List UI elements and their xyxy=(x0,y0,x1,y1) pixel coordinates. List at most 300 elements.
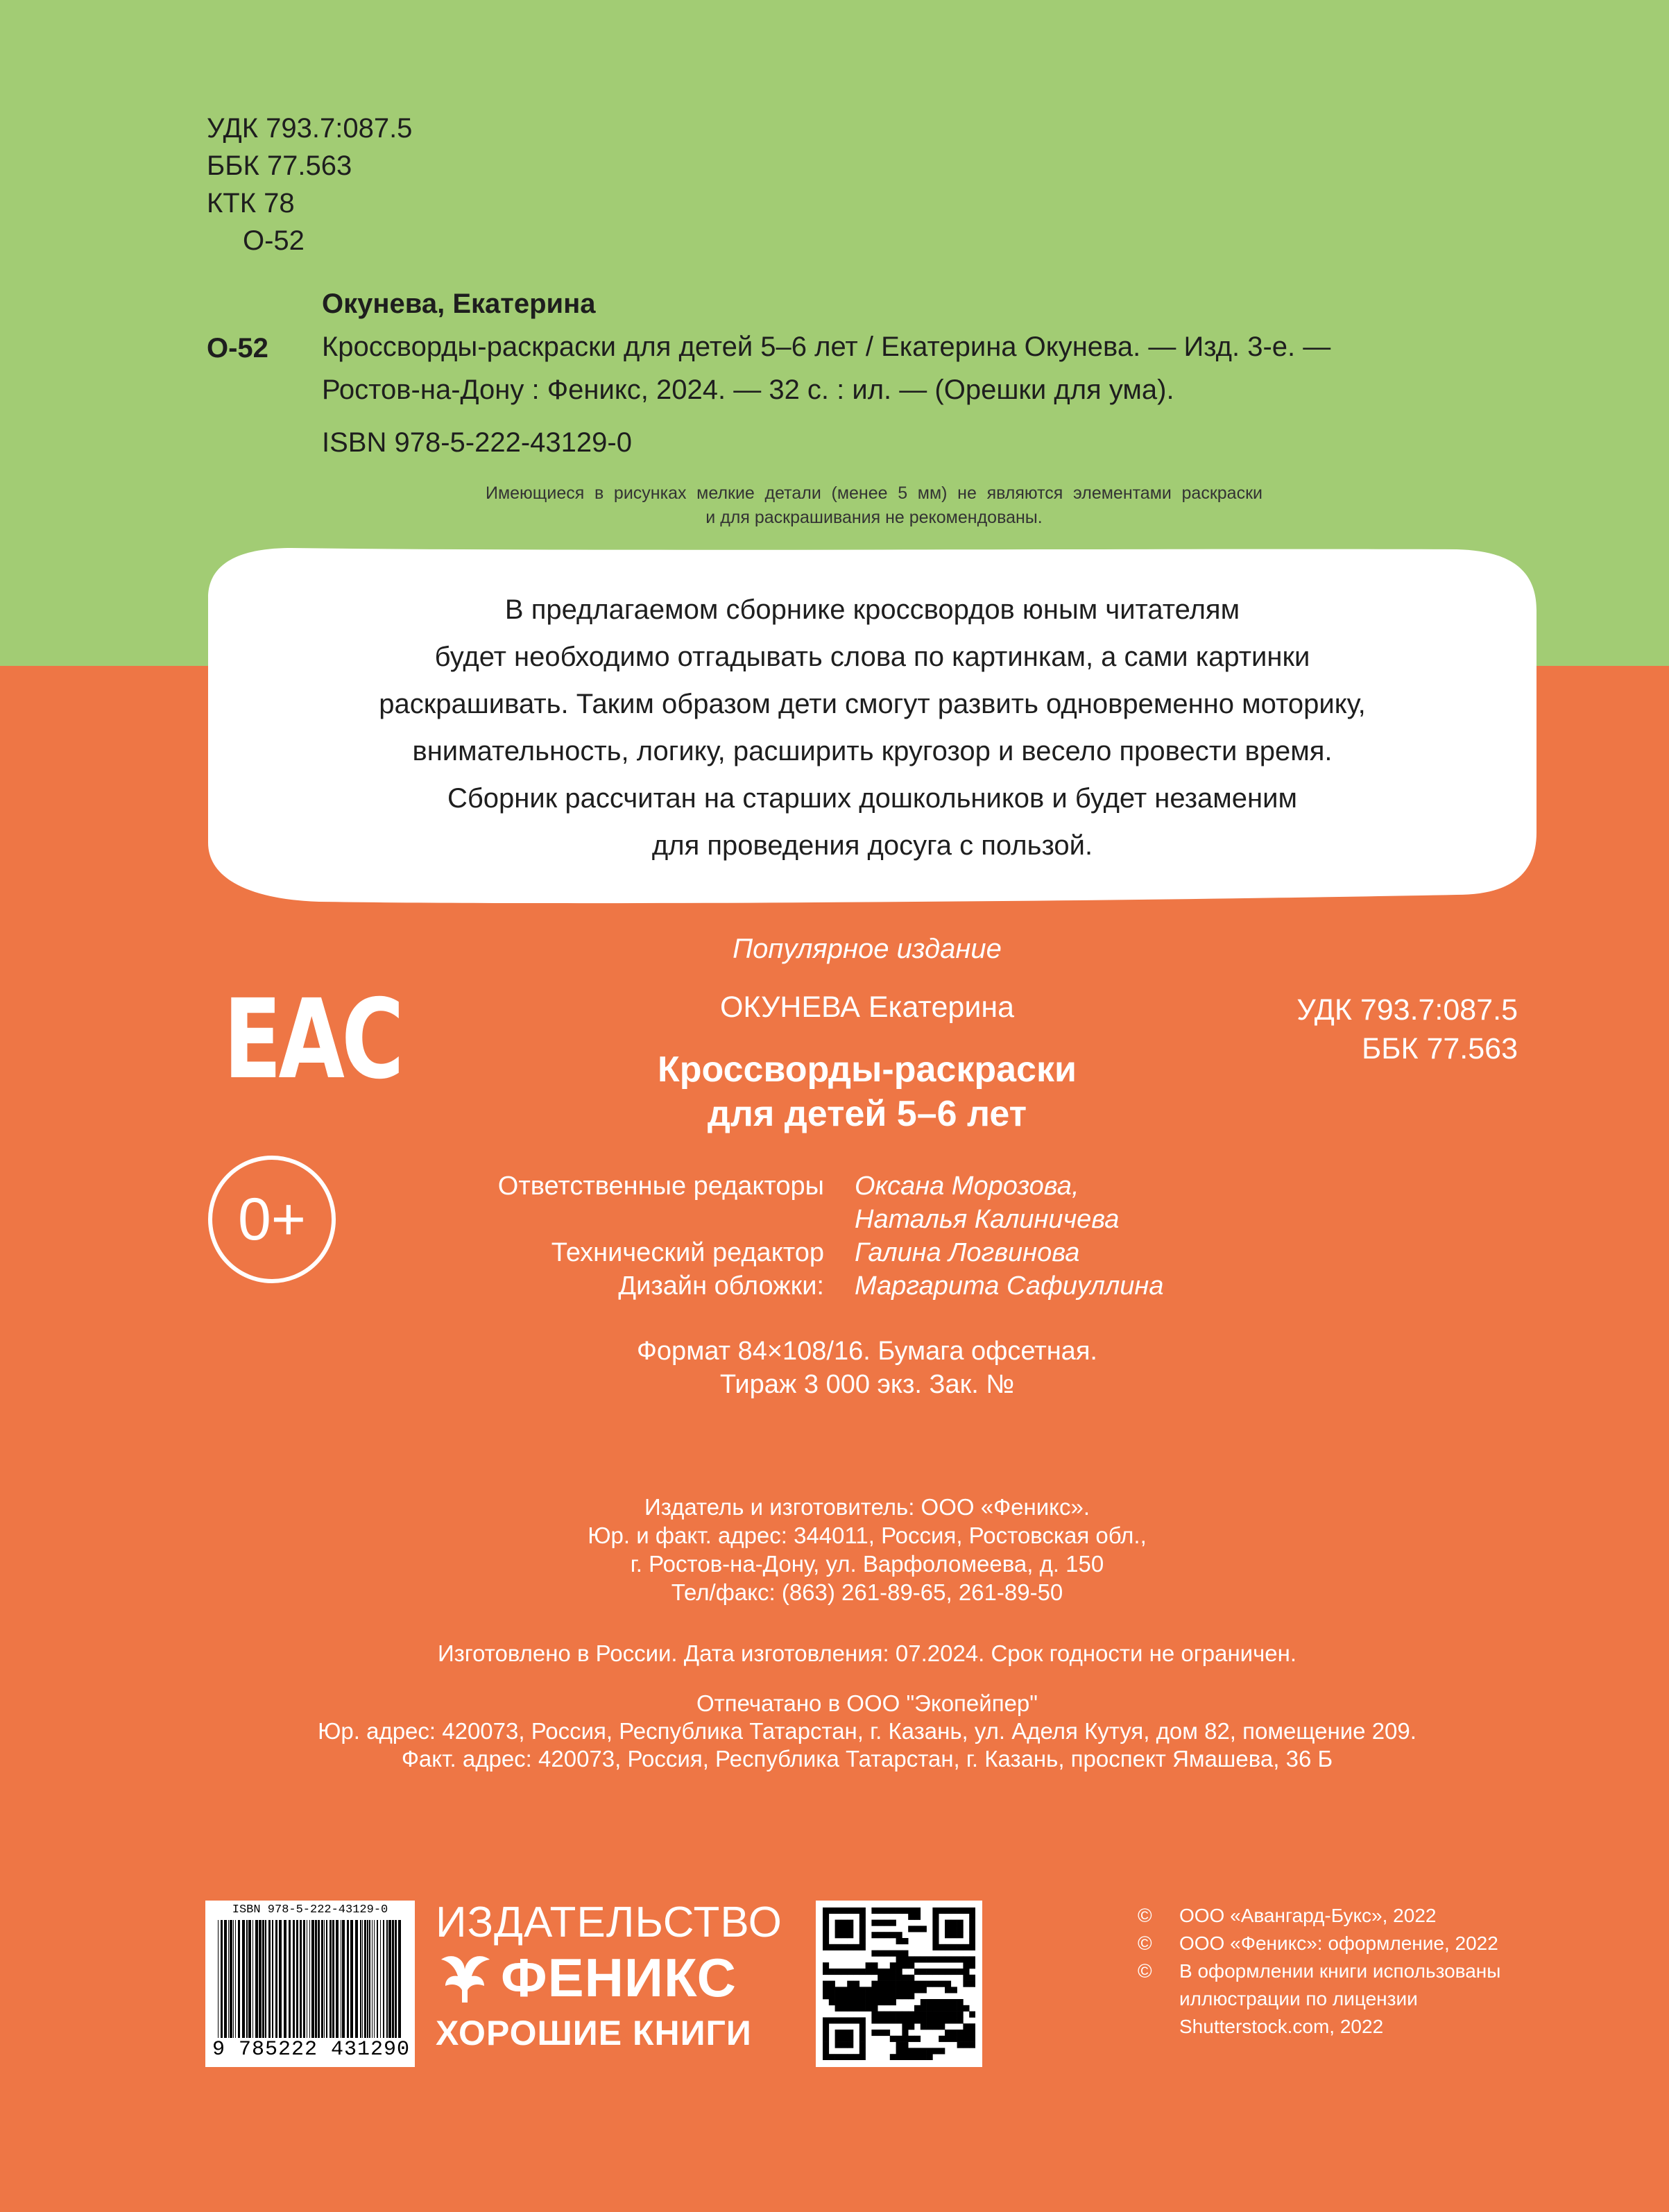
qr-module xyxy=(853,1987,859,1993)
notice-line-1: Имеющиеся в рисунках мелкие детали (менее 5 мм) не являются элементами раскраски xyxy=(486,483,1263,503)
qr-module xyxy=(847,2005,853,2012)
qr-finder-module xyxy=(847,2054,853,2060)
qr-module xyxy=(914,2054,921,2060)
qr-finder-module xyxy=(829,1907,835,1914)
barcode-bar xyxy=(259,1920,262,2038)
qr-module xyxy=(951,2036,957,2042)
qr-module xyxy=(890,2017,896,2023)
barcode-bar xyxy=(284,1920,286,2038)
qr-module xyxy=(921,2023,927,2030)
qr-module xyxy=(908,2023,914,2030)
qr-module xyxy=(847,1999,853,2005)
barcode-bar xyxy=(315,1920,317,2038)
qr-module xyxy=(835,1999,841,2005)
barcode-bar xyxy=(324,1920,325,2038)
qr-module xyxy=(969,2023,975,2030)
qr-module xyxy=(890,1950,896,1957)
qr-module xyxy=(871,2005,878,2012)
qr-module xyxy=(908,1914,914,1920)
qr-module xyxy=(871,2012,878,2018)
qr-module xyxy=(927,2023,933,2030)
qr-finder-module xyxy=(841,2054,847,2060)
printer-line: Отпечатано в ООО "Экопейпер" xyxy=(696,1690,1038,1716)
qr-module xyxy=(896,1987,902,1993)
qr-finder-module xyxy=(969,1932,975,1938)
qr-finder-module xyxy=(847,1944,853,1950)
qr-module xyxy=(878,2012,884,2018)
qr-module xyxy=(884,1981,890,1987)
qr-module xyxy=(890,1920,896,1926)
qr-module xyxy=(890,1975,896,1981)
qr-module xyxy=(902,2054,908,2060)
imprint-title-line-1: Кроссворды-раскраски xyxy=(658,1049,1077,1090)
qr-finder-module xyxy=(823,2054,829,2060)
qr-module xyxy=(908,1993,914,1999)
qr-module xyxy=(939,2005,945,2012)
publisher-logo xyxy=(436,1948,737,2007)
qr-module xyxy=(878,1981,884,1987)
qr-module xyxy=(841,1969,847,1975)
qr-module xyxy=(908,1981,914,1987)
qr-module xyxy=(902,2042,908,2048)
qr-module xyxy=(963,1962,969,1969)
printer-line: Юр. адрес: 420073, Россия, Республика Татарстан, г. Казань, ул. Аделя Кутуя, дом 82, помещение 209. xyxy=(318,1718,1416,1744)
qr-module xyxy=(963,1956,969,1962)
imprint-codes xyxy=(1249,991,1518,1068)
qr-module xyxy=(884,1987,890,1993)
qr-module xyxy=(871,1962,878,1969)
description-line: для проведения досуга с пользой. xyxy=(651,830,1093,861)
description-line: В предлагаемом сборнике кроссвордов юным читателям xyxy=(504,594,1240,625)
qr-module xyxy=(871,2030,878,2036)
qr-module xyxy=(914,2012,921,2018)
barcode-bar xyxy=(224,1920,227,2038)
qr-module xyxy=(914,1926,921,1932)
qr-module xyxy=(902,1987,908,1993)
barcode-bar xyxy=(268,1920,271,2038)
qr-module xyxy=(932,1969,939,1975)
barcode-bar xyxy=(230,1920,232,2038)
barcode-bar xyxy=(238,1920,240,2038)
qr-module xyxy=(927,1969,933,1975)
qr-module xyxy=(939,1956,945,1962)
qr-module xyxy=(823,1962,829,1969)
qr-module xyxy=(829,1993,835,1999)
credit-name: Галина Логвинова xyxy=(855,1238,1080,1267)
qr-module xyxy=(914,1981,921,1987)
qr-finder-module xyxy=(932,1920,939,1926)
qr-finder-module xyxy=(835,1932,841,1938)
qr-finder-module xyxy=(859,1944,866,1950)
qr-module xyxy=(890,1969,896,1975)
qr-module xyxy=(921,2017,927,2023)
qr-module xyxy=(963,2036,969,2042)
qr-module xyxy=(957,2005,964,2012)
qr-module xyxy=(969,1956,975,1962)
qr-finder-module xyxy=(957,1926,964,1932)
qr-module xyxy=(896,1993,902,1999)
imprint-title-line-2: для детей 5–6 лет xyxy=(707,1094,1027,1134)
qr-finder-module xyxy=(835,2054,841,2060)
qr-finder-module xyxy=(835,2017,841,2023)
qr-module xyxy=(896,1938,902,1944)
copyright-line xyxy=(1138,2013,1526,2041)
qr-module xyxy=(927,1981,933,1987)
qr-module xyxy=(927,2005,933,2012)
bib-line-1: Кроссворды-раскраски для детей 5–6 лет / Екатерина Окунева. — Изд. 3-е. — xyxy=(322,332,1331,362)
qr-code[interactable] xyxy=(816,1901,982,2067)
qr-module xyxy=(927,2048,933,2054)
qr-module xyxy=(853,1981,859,1987)
qr-module xyxy=(878,1993,884,1999)
qr-module xyxy=(908,1987,914,1993)
qr-module xyxy=(908,2054,914,2060)
qr-module xyxy=(878,1969,884,1975)
copyright-text: В оформлении книги использованы xyxy=(1179,1960,1501,1982)
qr-finder-module xyxy=(932,1944,939,1950)
qr-module xyxy=(884,2030,890,2036)
qr-module xyxy=(927,2012,933,2018)
qr-module xyxy=(908,1962,914,1969)
qr-module xyxy=(871,1993,878,1999)
barcode-bar xyxy=(369,1920,370,2038)
qr-module xyxy=(829,1969,835,1975)
qr-module xyxy=(847,1981,853,1987)
qr-module xyxy=(896,1969,902,1975)
popular-edition: Популярное издание xyxy=(733,934,1002,964)
qr-finder-module xyxy=(823,2017,829,2023)
barcode-bar xyxy=(262,1920,264,2038)
qr-module xyxy=(945,2036,951,2042)
qr-module xyxy=(896,1975,902,1981)
barcode-bar xyxy=(395,1920,397,2038)
qr-finder-module xyxy=(847,1932,853,1938)
qr-finder-module xyxy=(945,1926,951,1932)
qr-module xyxy=(945,2005,951,2012)
qr-module xyxy=(914,1914,921,1920)
qr-finder-module xyxy=(841,1944,847,1950)
qr-finder-module xyxy=(957,1944,964,1950)
qr-finder-module xyxy=(969,1920,975,1926)
qr-finder-module xyxy=(829,1944,835,1950)
barcode-bar xyxy=(342,1920,345,2038)
qr-module xyxy=(969,1975,975,1981)
qr-module xyxy=(902,2048,908,2054)
qr-module xyxy=(939,2048,945,2054)
barcode-bar xyxy=(309,1920,310,2038)
qr-finder-module xyxy=(835,2030,841,2036)
credit-row xyxy=(416,1203,1318,1236)
qr-module xyxy=(932,1981,939,1987)
qr-module xyxy=(963,1981,969,1987)
qr-module xyxy=(914,2017,921,2023)
qr-module xyxy=(945,2017,951,2023)
qr-module xyxy=(932,2005,939,2012)
description-line: будет необходимо отгадывать слова по картинкам, а сами картинки xyxy=(434,642,1310,672)
qr-finder-module xyxy=(823,2030,829,2036)
qr-finder-module xyxy=(841,2042,847,2048)
qr-module xyxy=(914,1969,921,1975)
barcode-bar xyxy=(367,1920,368,2038)
credit-name: Наталья Калиничева xyxy=(855,1205,1120,1234)
qr-module xyxy=(921,1987,927,1993)
qr-module xyxy=(841,2005,847,2012)
barcode-bar xyxy=(383,1920,384,2038)
qr-module xyxy=(823,1993,829,1999)
qr-module xyxy=(908,2036,914,2042)
qr-module xyxy=(969,1962,975,1969)
barcode-bar xyxy=(318,1920,320,2038)
qr-module xyxy=(829,1987,835,1993)
barcode-bar xyxy=(332,1920,334,2038)
description-text xyxy=(229,586,1516,869)
qr-module xyxy=(896,1962,902,1969)
qr-module xyxy=(957,2042,964,2048)
qr-finder-module xyxy=(945,1907,951,1914)
qr-module xyxy=(921,1999,927,2005)
qr-module xyxy=(945,1987,951,1993)
barcode-bar xyxy=(272,1920,273,2038)
printer-line: Факт. адрес: 420073, Россия, Республика Татарстан, г. Казань, проспект Ямашева, 36 Б xyxy=(401,1746,1333,1772)
qr-finder-module xyxy=(932,1914,939,1920)
qr-finder-module xyxy=(823,2042,829,2048)
qr-module xyxy=(890,1962,896,1969)
qr-finder-module xyxy=(859,2017,866,2023)
copyright-line xyxy=(1138,1985,1526,2013)
qr-finder-module xyxy=(835,1944,841,1950)
qr-module xyxy=(866,1969,872,1975)
qr-module xyxy=(921,1956,927,1962)
qr-module xyxy=(878,1932,884,1938)
qr-module xyxy=(914,1956,921,1962)
barcode-bar xyxy=(329,1920,332,2038)
qr-finder-module xyxy=(841,1907,847,1914)
qr-module xyxy=(890,1999,896,2005)
qr-finder-module xyxy=(823,1920,829,1926)
isbn-barcode xyxy=(205,1901,415,2067)
qr-finder-module xyxy=(835,1926,841,1932)
qr-module xyxy=(963,2030,969,2036)
credit-row xyxy=(416,1169,1318,1203)
qr-finder-module xyxy=(859,1914,866,1920)
qr-module xyxy=(902,1993,908,1999)
qr-module xyxy=(896,2042,902,2048)
imprint-author: ОКУНЕВА Екатерина xyxy=(719,991,1015,1024)
qr-module xyxy=(896,2012,902,2018)
qr-finder-module xyxy=(823,2048,829,2054)
barcode-bar xyxy=(388,1920,391,2038)
qr-module xyxy=(890,1993,896,1999)
qr-module xyxy=(951,2017,957,2023)
qr-module xyxy=(884,2017,890,2023)
qr-finder-module xyxy=(823,1938,829,1944)
qr-module xyxy=(939,2036,945,2042)
qr-finder-module xyxy=(823,2023,829,2030)
qr-module xyxy=(957,2036,964,2042)
qr-finder-module xyxy=(847,1907,853,1914)
qr-module xyxy=(921,2048,927,2054)
logo-line-3: ХОРОШИЕ КНИГИ xyxy=(436,2014,752,2052)
barcode-bar xyxy=(360,1920,361,2038)
qr-module xyxy=(896,2017,902,2023)
imprint-bbk: ББК 77.563 xyxy=(1362,1032,1518,1065)
qr-module xyxy=(890,2054,896,2060)
qr-finder-module xyxy=(835,1907,841,1914)
qr-module xyxy=(884,1950,890,1957)
credit-role: Дизайн обложки: xyxy=(618,1271,824,1301)
qr-module xyxy=(847,1969,853,1975)
qr-finder-module xyxy=(841,1926,847,1932)
qr-module xyxy=(927,2017,933,2023)
bib-index-label: О-52 xyxy=(207,333,268,363)
qr-module xyxy=(896,1956,902,1962)
credits xyxy=(416,1169,1318,1303)
qr-module xyxy=(921,2005,927,2012)
credit-name: Оксана Морозова, xyxy=(855,1172,1079,1201)
qr-module xyxy=(902,2023,908,2030)
copyright-text: ООО «Феникс»: оформление, 2022 xyxy=(1179,1932,1498,1954)
qr-module xyxy=(823,1987,829,1993)
qr-finder-module xyxy=(853,2054,859,2060)
qr-module xyxy=(951,2012,957,2018)
qr-module xyxy=(896,1950,902,1957)
barcode-bar xyxy=(350,1920,353,2038)
qr-module xyxy=(939,2017,945,2023)
qr-module xyxy=(957,1969,964,1975)
qr-finder-module xyxy=(951,1907,957,1914)
qr-module xyxy=(871,1987,878,1993)
qr-module xyxy=(951,1999,957,2005)
qr-finder-module xyxy=(957,1920,964,1926)
barcode-bar xyxy=(255,1920,258,2038)
imprint-title xyxy=(555,1047,1179,1136)
age-rating-text: 0+ xyxy=(237,1185,307,1253)
qr-finder-module xyxy=(829,2017,835,2023)
qr-module xyxy=(871,1950,878,1957)
qr-finder-module xyxy=(945,1920,951,1926)
qr-finder-module xyxy=(951,1926,957,1932)
qr-module xyxy=(963,2023,969,2030)
qr-module xyxy=(902,1975,908,1981)
qr-finder-module xyxy=(823,1914,829,1920)
qr-module xyxy=(921,1926,927,1932)
qr-module xyxy=(884,1999,890,2005)
credit-role: Технический редактор xyxy=(551,1238,824,1267)
qr-module xyxy=(878,1920,884,1926)
qr-module xyxy=(866,2005,872,2012)
catalog-code: О-52 xyxy=(243,225,305,256)
qr-finder-module xyxy=(835,2042,841,2048)
description-line: внимательность, логику, расширить кругозор и весело провести время. xyxy=(412,736,1333,766)
barcode-bar xyxy=(235,1920,236,2038)
qr-module xyxy=(835,1969,841,1975)
qr-finder-module xyxy=(841,1920,847,1926)
qr-module xyxy=(890,2012,896,2018)
qr-module xyxy=(878,1950,884,1957)
qr-module xyxy=(945,1956,951,1962)
qr-module xyxy=(902,1938,908,1944)
qr-finder-module xyxy=(945,1944,951,1950)
qr-finder-module xyxy=(932,1938,939,1944)
qr-module xyxy=(890,2036,896,2042)
qr-finder-module xyxy=(841,2030,847,2036)
copyright-line xyxy=(1138,1957,1526,1985)
barcode-bar xyxy=(392,1920,394,2038)
qr-finder-module xyxy=(932,1932,939,1938)
age-rating-badge xyxy=(208,1156,336,1283)
qr-finder-module xyxy=(823,1926,829,1932)
barcode-bar xyxy=(279,1920,282,2038)
description-line: Сборник рассчитан на старших дошкольников и будет незаменим xyxy=(447,783,1297,814)
qr-module xyxy=(884,1975,890,1981)
qr-finder-module xyxy=(853,1944,859,1950)
qr-module xyxy=(878,2017,884,2023)
qr-module xyxy=(921,2054,927,2060)
printer-info xyxy=(208,1690,1526,1773)
barcode-bar xyxy=(336,1920,339,2038)
copyright-text: ООО «Авангард-Букс», 2022 xyxy=(1179,1905,1437,1926)
qr-module xyxy=(871,1969,878,1975)
qr-module xyxy=(890,1932,896,1938)
qr-module xyxy=(878,1999,884,2005)
qr-module xyxy=(884,1907,890,1914)
qr-module xyxy=(829,1999,835,2005)
qr-finder-module xyxy=(957,1907,964,1914)
barcode-bar xyxy=(228,1920,229,2038)
qr-finder-module xyxy=(823,1932,829,1938)
qr-module xyxy=(866,1987,872,1993)
print-format xyxy=(486,1335,1249,1401)
qr-module xyxy=(932,2023,939,2030)
qr-module xyxy=(871,1920,878,1926)
qr-module xyxy=(963,2042,969,2048)
qr-module xyxy=(902,1962,908,1969)
qr-module xyxy=(908,2048,914,2054)
qr-module xyxy=(884,1969,890,1975)
qr-module xyxy=(908,1907,914,1914)
qr-finder-module xyxy=(823,2036,829,2042)
qr-module xyxy=(908,2012,914,2018)
qr-finder-module xyxy=(969,1938,975,1944)
qr-module xyxy=(914,2048,921,2054)
barcode-bar xyxy=(303,1920,305,2038)
qr-module xyxy=(829,1981,835,1987)
barcode-bar xyxy=(248,1920,251,2038)
qr-finder-module xyxy=(823,1944,829,1950)
qr-module xyxy=(835,1987,841,1993)
qr-module xyxy=(921,1969,927,1975)
qr-finder-module xyxy=(847,1920,853,1926)
qr-module xyxy=(908,1926,914,1932)
qr-finder-module xyxy=(859,1920,866,1926)
qr-module xyxy=(927,1999,933,2005)
barcode-bar xyxy=(293,1920,295,2038)
qr-finder-module xyxy=(841,2036,847,2042)
copyright-block xyxy=(1138,1902,1526,2041)
qr-finder-module xyxy=(951,1932,957,1938)
barcode-bar xyxy=(372,1920,373,2038)
barcode-bar xyxy=(321,1920,323,2038)
copyright-line xyxy=(1138,1902,1526,1930)
qr-finder-module xyxy=(841,2017,847,2023)
bib-isbn: ISBN 978-5-222-43129-0 xyxy=(322,427,632,458)
copyright-text: иллюстрации по лицензии xyxy=(1179,1988,1418,2009)
qr-module xyxy=(902,2012,908,2018)
qr-module xyxy=(884,1932,890,1938)
qr-finder-module xyxy=(847,2036,853,2042)
qr-module xyxy=(884,2012,890,2018)
barcode-bar xyxy=(311,1920,314,2038)
